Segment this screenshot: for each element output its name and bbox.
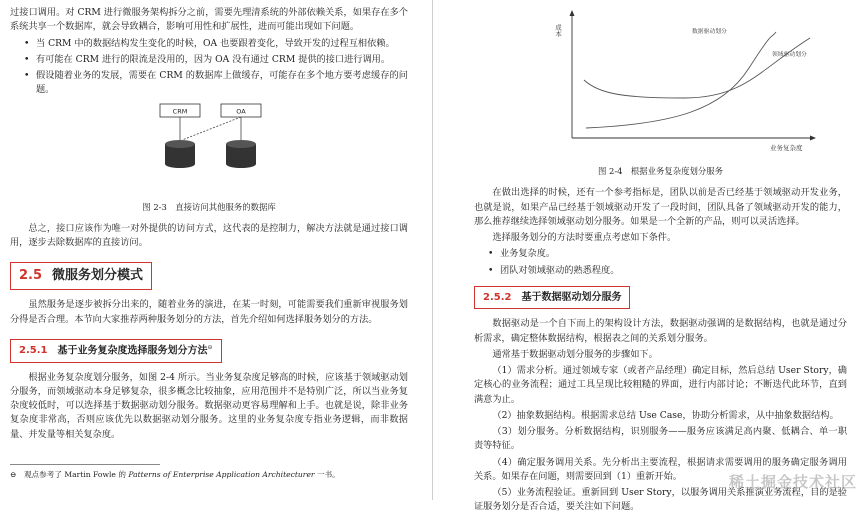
step-item: （5）业务流程验证。重新回到 User Story，以服务调用关系推演业务流程，目的是验证服务划分是否合适，要关注如下问题。 bbox=[474, 487, 847, 513]
series-label-domain-driven: 领域驱动划分 bbox=[772, 52, 807, 58]
figure-2-3-caption: 图 2-3 直接访问其他服务的数据库 bbox=[142, 201, 276, 212]
left-page bbox=[0, 0, 432, 500]
subsection-heading-2-5-2 bbox=[474, 286, 630, 310]
subsection-title: 基于数据驱动划分服务 bbox=[521, 291, 622, 303]
list-item: • 有可能在 CRM 进行的限流是没用的，因为 OA 没有通过 CRM 提供的接口进行调用。 bbox=[24, 53, 408, 67]
section-title: 微服务划分模式 bbox=[52, 268, 144, 284]
paragraph-choice-conditions: 选择服务划分的方法时要重点考虑如下条件。 bbox=[492, 232, 677, 244]
crm-box-label: CRM bbox=[172, 107, 188, 115]
series-line-data-driven bbox=[586, 32, 776, 128]
paragraph-choice: 在做出选择的时候，还有一个参考指标是，团队以前是否已经基于领域驱动开发业务，也就是说，如果产品已经基于领域驱动开发了一段时间，团队具备了领域驱动开发的能力，那么推荐继续选择领域驱动划分服务。如果是一个全新的产品，则可以灵活选择。 bbox=[474, 187, 847, 227]
figure-2-3-diagram bbox=[10, 100, 408, 192]
series-label-data-driven: 数据驱动划分 bbox=[692, 29, 727, 35]
figure-2-4-chart bbox=[474, 0, 847, 160]
y-axis-arrow bbox=[570, 10, 575, 16]
problem-list bbox=[24, 37, 408, 98]
step-item: （1）需求分析。通过领域专家（或者产品经理）确定目标，然后总结 User Story，确定核心的业务流程；通过工具呈现比较粗糙的界面，进行内部讨论；不断迭代此环节，直到满意为止。 bbox=[474, 365, 847, 405]
watermark: 稀土掘金技术社区 bbox=[728, 472, 857, 491]
paragraph-summary: 总之，接口应该作为唯一对外提供的访问方式，这代表的是控制力，解决方法就是通过接口调用，逐步去除数据库的直接访问。 bbox=[10, 222, 408, 249]
figure-2-4-caption: 图 2-4 根据业务复杂度划分服务 bbox=[597, 166, 724, 177]
footnote-divider bbox=[10, 464, 160, 465]
y-axis-label: 成本 bbox=[554, 24, 562, 37]
x-axis-arrow bbox=[810, 136, 816, 141]
condition-list bbox=[488, 247, 847, 278]
paragraph-2-5-1: 根据业务复杂度划分服务，如图 2-4 所示。当业务复杂度足够高的时候，应该基于领域驱动划分服务，而领域驱动本身足够复杂，很多概念比较抽象，应用范围并不是特别广泛，所以当业务复杂度较低时，可以选择基于数据驱动划分服务。数据驱动更容易理解和上手。也就是说，除非业务复杂度非常高，否则应该优先以数据驱动划分服务。这里的业务复杂度专指业务逻辑，而非数据量、并发量等相关复杂度。 bbox=[10, 371, 408, 440]
subsection-number: 2.5.2 bbox=[483, 291, 512, 303]
oa-database-icon bbox=[226, 140, 256, 168]
subsection-title: 基于业务复杂度选择服务划分方法 bbox=[57, 345, 208, 357]
paragraph-2-5-2: 数据驱动是一个自下而上的架构设计方法，数据驱动强调的是数据结构，也就是通过分析需求，确定整体数据结构，根据表之间的关系划分服务。 bbox=[474, 318, 847, 344]
step-item: （3）划分服务。分析数据结构，识别服务——服务应该满足高内聚、低耦合、单一职责等特征。 bbox=[474, 426, 847, 452]
paragraph-steps-intro: 通常基于数据驱动划分服务的步骤如下。 bbox=[492, 348, 658, 360]
subsection-number: 2.5.1 bbox=[19, 345, 48, 357]
list-item: • 当 CRM 中的数据结构发生变化的时候，OA 也要跟着变化，导致开发的过程互相依赖。 bbox=[24, 37, 408, 51]
list-item: • 业务复杂度。 bbox=[488, 247, 847, 261]
subsection-heading-2-5-1 bbox=[10, 339, 222, 363]
list-item: • 团队对领域驱动的熟悉程度。 bbox=[488, 264, 847, 278]
page-divider bbox=[432, 0, 433, 500]
footnote: ⊖ 观点参考了 Martin Fowle 的 Patterns of Enterprise Application Architecturer 一书。 bbox=[10, 469, 340, 479]
oa-box-label: OA bbox=[236, 107, 246, 115]
paragraph-intro: 虽然服务是逐步被拆分出来的，随着业务的演进，在某一时刻，可能需要我们重新审视服务划分得是否合理。本节向大家推荐两种服务划分的方法，首先介绍如何选择服务划分的方法。 bbox=[10, 299, 408, 325]
section-heading-2-5 bbox=[10, 262, 152, 290]
step-item: （2）抽象数据结构。根据需求总结 Use Case，协助分析需求，从中抽象数据结构。 bbox=[492, 409, 839, 421]
paragraph-top: 过接口调用。对 CRM 进行微服务架构拆分之前，需要先理清系统的外部依赖关系，如果存在多个系统共享一个数据库，就会导致耦合，影响可用性和扩展性，进而可能出现如下问题。 bbox=[10, 7, 408, 33]
list-item: • 假设随着业务的发展，需要在 CRM 的数据库上做缓存，可能存在多个地方要考虑缓存的问题。 bbox=[24, 69, 408, 98]
footnote-mark: ⊖ bbox=[207, 343, 213, 351]
right-page bbox=[434, 0, 865, 513]
crm-database-icon bbox=[165, 140, 195, 168]
x-axis-label: 业务复杂度 bbox=[770, 144, 803, 152]
series-line-domain-driven bbox=[584, 38, 810, 98]
step-item: （4）确定服务调用关系。先分析出主要流程，根据请求需要调用的服务确定服务调用关系。如果存在问题，则需要回到（1）重新开始。 bbox=[474, 456, 847, 482]
oa-to-crm-db-link bbox=[182, 117, 241, 140]
section-number: 2.5 bbox=[19, 268, 43, 284]
